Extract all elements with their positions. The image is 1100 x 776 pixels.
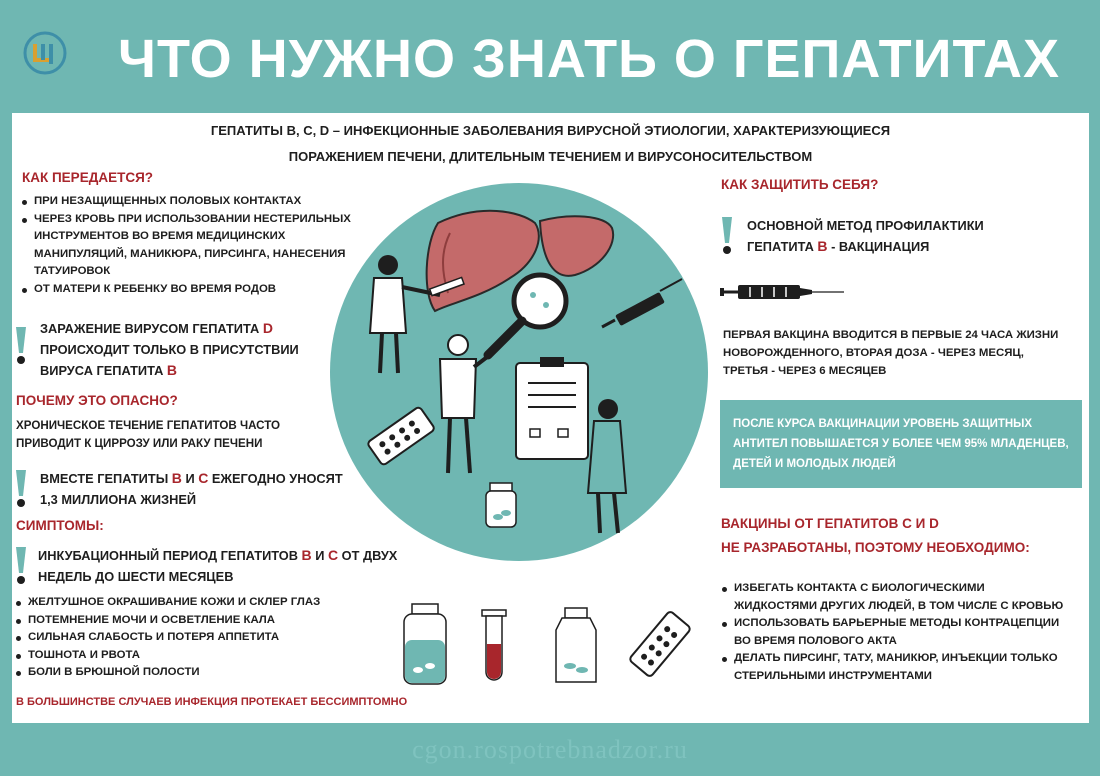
list-item: СИЛЬНАЯ СЛАБОСТЬ И ПОТЕРЯ АППЕТИТА bbox=[14, 629, 344, 647]
medicine-bottle-icon bbox=[556, 608, 596, 682]
no-vaccine-heading: ВАКЦИНЫ ОТ ГЕПАТИТОВ C И D НЕ РАЗРАБОТАНЫ, ПОЭТОМУ НЕОБХОДИМО: bbox=[721, 516, 1030, 555]
pill-blister-icon bbox=[629, 610, 692, 677]
clipboard-icon bbox=[516, 357, 588, 459]
transmission-list bbox=[20, 193, 365, 298]
exclamation-icon bbox=[14, 545, 28, 585]
jar-icon bbox=[404, 604, 446, 684]
danger-text: ХРОНИЧЕСКОЕ ТЕЧЕНИЕ ГЕПАТИТОВ ЧАСТО ПРИВОДИТ К ЦИРРОЗУ ИЛИ РАКУ ПЕЧЕНИ bbox=[16, 419, 281, 450]
exclamation-icon bbox=[14, 325, 28, 365]
vaccination-note: ОСНОВНОЙ МЕТОД ПРОФИЛАКТИКИ ГЕПАТИТА B - ВАКЦИНАЦИЯ bbox=[747, 218, 984, 254]
protect-heading: КАК ЗАЩИТИТЬ СЕБЯ? bbox=[721, 177, 879, 192]
rospotrebnadzor-logo-icon bbox=[22, 30, 68, 76]
mortality-note: ВМЕСТЕ ГЕПАТИТЫ B И C ЕЖЕГОДНО УНОСЯТ 1,3 МИЛЛИОНА ЖИЗНЕЙ bbox=[40, 470, 343, 507]
list-item: ИЗБЕГАТЬ КОНТАКТА С БИОЛОГИЧЕСКИМИ ЖИДКОСТЯМИ ДРУГИХ ЛЮДЕЙ, В ТОМ ЧИСЛЕ С КРОВЬЮ bbox=[720, 580, 1065, 615]
list-item: ПОТЕМНЕНИЕ МОЧИ И ОСВЕТЛЕНИЕ КАЛА bbox=[14, 612, 344, 630]
list-item: ЖЕЛТУШНОЕ ОКРАШИВАНИЕ КОЖИ И СКЛЕР ГЛАЗ bbox=[14, 594, 344, 612]
list-item: БОЛИ В БРЮШНОЙ ПОЛОСТИ bbox=[14, 664, 344, 682]
danger-heading: ПОЧЕМУ ЭТО ОПАСНО? bbox=[16, 393, 178, 408]
incubation-note: ИНКУБАЦИОННЫЙ ПЕРИОД ГЕПАТИТОВ B И C ОТ ДВУХ НЕДЕЛЬ ДО ШЕСТИ МЕСЯЦЕВ bbox=[38, 547, 398, 584]
syringe-icon bbox=[720, 282, 845, 302]
footer-url: cgon.rospotrebnadzor.ru bbox=[412, 735, 688, 764]
bottle-icon bbox=[486, 483, 516, 527]
intro-text: ГЕПАТИТЫ B, C, D – ИНФЕКЦИОННЫЕ ЗАБОЛЕВАНИЯ ВИРУСНОЙ ЭТИОЛОГИИ, ХАРАКТЕРИЗУЮЩИЕСЯ ПОРАЖЕНИЕМ ПЕЧЕНИ, ДЛИТЕЛЬНЫМ ТЕЧЕНИЕМ И ВИРУСОНОСИТЕЛЬСТВОМ bbox=[210, 123, 891, 164]
vaccine-schedule: ПЕРВАЯ ВАКЦИНА ВВОДИТСЯ В ПЕРВЫЕ 24 ЧАСА ЖИЗНИ НОВОРОЖДЕННОГО, ВТОРАЯ ДОЗА - ЧЕРЕЗ МЕСЯЦ, ТРЕТЬЯ - ЧЕРЕЗ 6 МЕСЯЦЕВ bbox=[723, 329, 1059, 377]
asymptomatic-note: В БОЛЬШИНСТВЕ СЛУЧАЕВ ИНФЕКЦИЯ ПРОТЕКАЕТ БЕССИМПТОМНО bbox=[16, 696, 408, 708]
prevention-list bbox=[720, 580, 1065, 685]
symptoms-list bbox=[14, 594, 344, 682]
list-item: ТОШНОТА И РВОТА bbox=[14, 647, 344, 665]
antibody-info-text: ПОСЛЕ КУРСА ВАКЦИНАЦИИ УРОВЕНЬ ЗАЩИТНЫХ АНТИТЕЛ ПОВЫШАЕТСЯ У БОЛЕЕ ЧЕМ 95% МЛАДЕНЦЕВ, ДЕТЕЙ И МОЛОДЫХ ЛЮДЕЙ bbox=[733, 418, 1069, 470]
medical-illustration bbox=[330, 183, 708, 563]
list-item: ОТ МАТЕРИ К РЕБЕНКУ ВО ВРЕМЯ РОДОВ bbox=[20, 281, 365, 299]
transmission-heading: КАК ПЕРЕДАЕТСЯ? bbox=[22, 170, 154, 185]
list-item: ПРИ НЕЗАЩИЩЕННЫХ ПОЛОВЫХ КОНТАКТАХ bbox=[20, 193, 365, 211]
list-item: ЧЕРЕЗ КРОВЬ ПРИ ИСПОЛЬЗОВАНИИ НЕСТЕРИЛЬНЫХ ИНСТРУМЕНТОВ ВО ВРЕМЯ МЕДИЦИНСКИХ МАНИПУЛЯЦИЙ, МАНИКЮРА, ПИРСИНГА, НАНЕСЕНИЯ ТАТУИРОВОК bbox=[20, 211, 365, 281]
list-item: ДЕЛАТЬ ПИРСИНГ, ТАТУ, МАНИКЮР, ИНЪЕКЦИИ ТОЛЬКО СТЕРИЛЬНЫМИ ИНСТРУМЕНТАМИ bbox=[720, 650, 1065, 685]
exclamation-icon bbox=[720, 215, 734, 255]
page-title: ЧТО НУЖНО ЗНАТЬ О ГЕПАТИТАХ bbox=[118, 29, 1061, 89]
test-tube-icon bbox=[482, 610, 506, 680]
symptoms-heading: СИМПТОМЫ: bbox=[16, 518, 104, 533]
hepatitis-d-note: ЗАРАЖЕНИЕ ВИРУСОМ ГЕПАТИТА D ПРОИСХОДИТ ТОЛЬКО В ПРИСУТСТВИИ ВИРУСА ГЕПАТИТА B bbox=[40, 320, 299, 378]
exclamation-icon bbox=[14, 468, 28, 508]
medicine-row-illustration bbox=[398, 600, 698, 690]
list-item: ИСПОЛЬЗОВАТЬ БАРЬЕРНЫЕ МЕТОДЫ КОНТРАЦЕПЦИИ ВО ВРЕМЯ ПОЛОВОГО АКТА bbox=[720, 615, 1065, 650]
